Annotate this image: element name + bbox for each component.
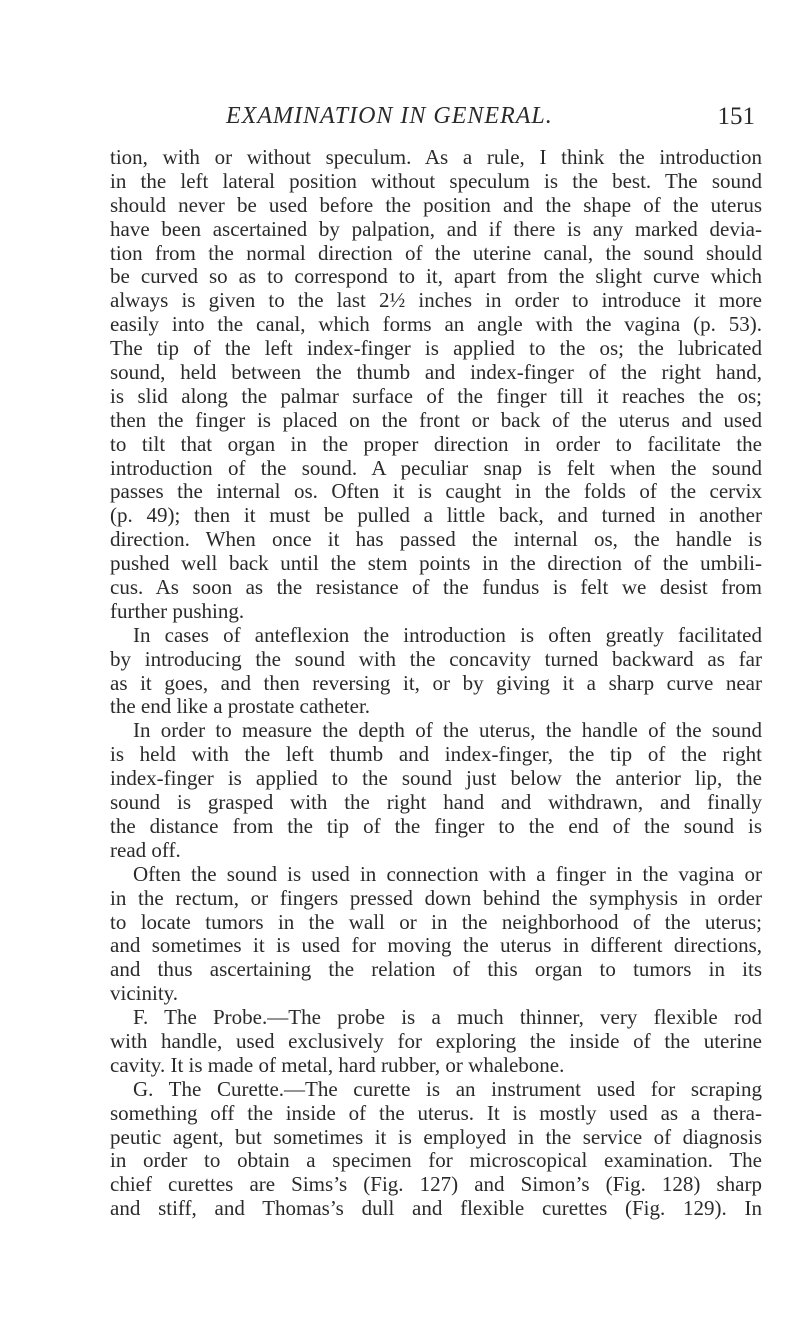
text-line: to locate tumors in the wall or in the neighborhood of the uterus;	[110, 909, 762, 934]
text-line: The tip of the left index-finger is applied to the os; the lubricated	[110, 336, 762, 361]
body-text	[110, 146, 762, 1221]
text-line: to tilt that organ in the proper direction in order to facilitate the	[110, 431, 762, 456]
text-line: F. The Probe.—The probe is a much thinner, very flexible rod	[133, 1005, 762, 1030]
text-line: index-finger is applied to the sound just below the anterior lip, the	[110, 766, 762, 791]
text-line: easily into the canal, which forms an angle with the vagina (p. 53).	[110, 312, 762, 337]
text-line: sound, held between the thumb and index-finger of the right hand,	[110, 360, 762, 385]
text-line: is held with the left thumb and index-finger, the tip of the right	[110, 742, 762, 767]
text-line: In order to measure the depth of the uterus, the handle of the sound	[133, 718, 762, 743]
text-line: tion, with or without speculum. As a rule, I think the introduction	[110, 145, 762, 169]
text-line: introduction of the sound. A peculiar snap is felt when the sound	[110, 455, 762, 480]
text-line: the distance from the tip of the finger to the end of the sound is	[110, 813, 762, 838]
text-line: as it goes, and then reversing it, or by giving it a sharp curve near	[110, 670, 762, 695]
text-line: pushed well back until the stem points in the direction of the umbili-	[110, 551, 762, 576]
text-line: Often the sound is used in connection with a finger in the vagina or	[133, 861, 762, 886]
text-line: vicinity.	[110, 981, 179, 1006]
text-line: cavity. It is made of metal, hard rubber, or whalebone.	[110, 1052, 565, 1077]
text-line: then the finger is placed on the front or back of the uterus and used	[110, 407, 762, 432]
text-line: sound is grasped with the right hand and withdrawn, and finally	[110, 790, 762, 815]
text-line: in order to obtain a specimen for microscopical examination. The	[110, 1148, 762, 1173]
text-line: cus. As soon as the resistance of the fundus is felt we desist from	[110, 575, 762, 600]
text-line: with handle, used exclusively for exploring the inside of the uterine	[110, 1028, 762, 1053]
text-line: the end like a prostate catheter.	[110, 694, 371, 719]
text-line: passes the internal os. Often it is caught in the folds of the cervix	[110, 479, 762, 504]
text-line: tion from the normal direction of the uterine canal, the sound should	[110, 240, 762, 265]
text-line: and stiff, and Thomas’s dull and flexible curettes (Fig. 129). In	[110, 1196, 762, 1221]
text-line: is slid along the palmar surface of the finger till it reaches the os;	[110, 383, 762, 408]
text-line: have been ascertained by palpation, and if there is any marked devia-	[110, 216, 762, 241]
text-line: by introducing the sound with the concavity turned backward as far	[110, 646, 762, 671]
text-line: in the rectum, or fingers pressed down behind the symphysis in order	[110, 885, 762, 910]
text-line: be curved so as to correspond to it, apart from the slight curve which	[110, 264, 762, 289]
running-head	[100, 103, 760, 133]
running-title: EXAMINATION IN GENERAL.	[226, 103, 553, 129]
text-line: G. The Curette.—The curette is an instrument used for scraping	[133, 1076, 762, 1101]
text-line: In cases of anteflexion the introduction is often greatly facilitated	[133, 622, 762, 647]
text-line: always is given to the last 2½ inches in order to introduce it more	[110, 288, 762, 313]
text-line: and sometimes it is used for moving the uterus in different directions,	[110, 933, 762, 958]
text-line: in the left lateral position without speculum is the best. The sound	[110, 168, 762, 193]
text-line: chief curettes are Sims’s (Fig. 127) and Simon’s (Fig. 128) sharp	[110, 1172, 762, 1197]
text-line: and thus ascertaining the relation of this organ to tumors in its	[110, 957, 762, 982]
page-number: 151	[717, 103, 755, 130]
text-line: read off.	[110, 837, 181, 862]
text-line: peutic agent, but sometimes it is employed in the service of diagnosis	[110, 1124, 762, 1149]
text-line: (p. 49); then it must be pulled a little back, and turned in another	[110, 503, 762, 528]
text-line: something off the inside of the uterus. It is mostly used as a thera-	[110, 1100, 762, 1125]
text-line: direction. When once it has passed the internal os, the handle is	[110, 527, 762, 552]
text-line: should never be used before the position and the shape of the uterus	[110, 192, 762, 217]
text-line: further pushing.	[110, 598, 245, 623]
